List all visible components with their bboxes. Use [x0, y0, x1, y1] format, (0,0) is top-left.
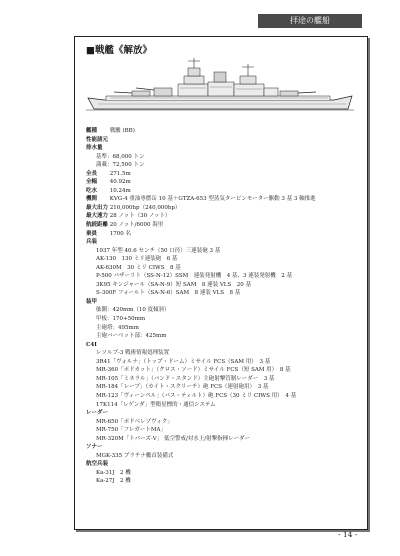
spec-item: MR-320M「トパーズ-V」 低空警戒/対水上/射撃指揮レーダー [96, 435, 251, 442]
spec-row [86, 221, 356, 230]
spec-item: Ka-27J 2 機 [96, 478, 131, 485]
spec-value: 10.24m [109, 187, 131, 194]
spec-heading: 排水量 [86, 145, 103, 152]
spec-heading: 航空兵装 [86, 461, 109, 468]
spec-label: 吃水 [86, 187, 98, 194]
spec-row [86, 127, 356, 136]
spec-value: 28 ノット（30 ノット） [109, 213, 171, 220]
spec-row [86, 212, 356, 221]
spec-item: 17K114「レゲンダ」型衛星標的・通信システム [96, 401, 216, 408]
spec-label: 艦種 [86, 128, 98, 134]
spec-label: 機関 [86, 196, 98, 203]
spec-item: MR-184「レーブ」（カイト・スクリーチ）砲 FCS（連射砲用） 3 基 [96, 384, 269, 391]
spec-row [86, 195, 356, 204]
spec-label: 最大速力 [86, 213, 109, 220]
spec-row [86, 170, 356, 179]
section-title: ■戦艦《解放》 [86, 45, 152, 56]
spec-item: 満載：72,500 トン [96, 162, 145, 169]
spec-item: 主砲塔：495mm [96, 324, 139, 331]
spec-value: 271.5m [109, 170, 131, 177]
spec-value: 40.92m [109, 179, 131, 186]
spec-label: 乗員 [86, 230, 98, 237]
spec-item: 3R41「ヴォルナ」（トップ・ドーム）ミサイル FCS（SAM 用） 3 基 [96, 358, 271, 365]
specification-list [86, 127, 356, 486]
spec-row [86, 187, 356, 196]
spec-item: レソルブ-3 戦術情報処理装置 [96, 350, 170, 357]
spec-item: MR-750「フレガートMA」 [96, 427, 167, 434]
spec-row [86, 204, 356, 213]
page-number: - 14 - [338, 530, 358, 539]
spec-heading: 性能諸元 [86, 136, 109, 143]
spec-label: 航続距離 [86, 222, 109, 229]
spec-row [86, 178, 356, 187]
spec-value: 戦艦 (BB) [109, 128, 135, 134]
spec-item: MR-650「ポドベレゾヴィク」 [96, 418, 173, 425]
running-header-text: 拝途の艦船 [290, 16, 330, 25]
spec-heading: 装甲 [86, 298, 98, 305]
spec-heading: C4I [86, 341, 97, 348]
spec-item: MR-360「ポドカット」（クロス・ソード）ミサイル FCS（短 SAM 用） 8 基 [96, 367, 291, 374]
spec-value: 20 ノット/6000 海里 [109, 222, 164, 229]
spec-item: 1937 年型 40.6 センチ（50 口径）三連装砲 3 基 [96, 247, 221, 254]
running-header [258, 14, 362, 28]
spec-item: Ka-31J 2 機 [96, 469, 131, 476]
spec-item: 甲板：170+50mm [96, 316, 146, 323]
spec-item: AK-130 130 ミリ連装砲 6 基 [96, 256, 178, 263]
spec-value: 1700 名 [109, 230, 131, 237]
spec-heading: ソナー [86, 444, 103, 451]
spec-item: MGK-335 プラチナ艦首装備式 [96, 452, 174, 459]
spec-label: 全幅 [86, 179, 98, 186]
battleship-profile-drawing [84, 54, 356, 122]
spec-value: KVG-4 重油専燃缶 10 基＋GTZA-653 型蒸気タービンモーター駆動 3 基 3 軸推進 [109, 196, 316, 203]
spec-item: 主砲バーベット部：425mm [96, 333, 167, 340]
spec-item: S-300F フォールト（SA-N-6）SAM 8 連装 VLS 8 基 [96, 290, 241, 297]
spec-label: 全長 [86, 170, 98, 177]
spec-item: MR-123「ヴィーンペル」（バス・ティルト）砲 FCS（30 ミリ CIWS 用） 4 基 [96, 392, 297, 399]
spec-item: 3K95 キンジャール（SA-N-9）短 SAM 8 連装 VLS 20 基 [96, 281, 251, 288]
spec-item: 基準：68,000 トン [96, 153, 145, 160]
spec-value: 210,000hp（240,000hp） [109, 204, 181, 211]
spec-label: 最大出力 [86, 204, 109, 211]
spec-heading: レーダー [86, 410, 109, 417]
spec-heading: 兵装 [86, 239, 98, 246]
spec-item: MR-105「ミネラル」（バンド・スタンド）主砲射撃管制レーダー 3 基 [96, 375, 275, 382]
spec-item: P-500 バザーリト（SS-N-12）SSM 連装発射機 4 基、3 連装発射機 2 基 [96, 273, 292, 280]
spec-item: AK-630M 30 ミリ CIWS 8 基 [96, 264, 181, 271]
spec-row [86, 230, 356, 239]
spec-item: 舷側：420mm（10 度傾斜） [96, 307, 170, 314]
